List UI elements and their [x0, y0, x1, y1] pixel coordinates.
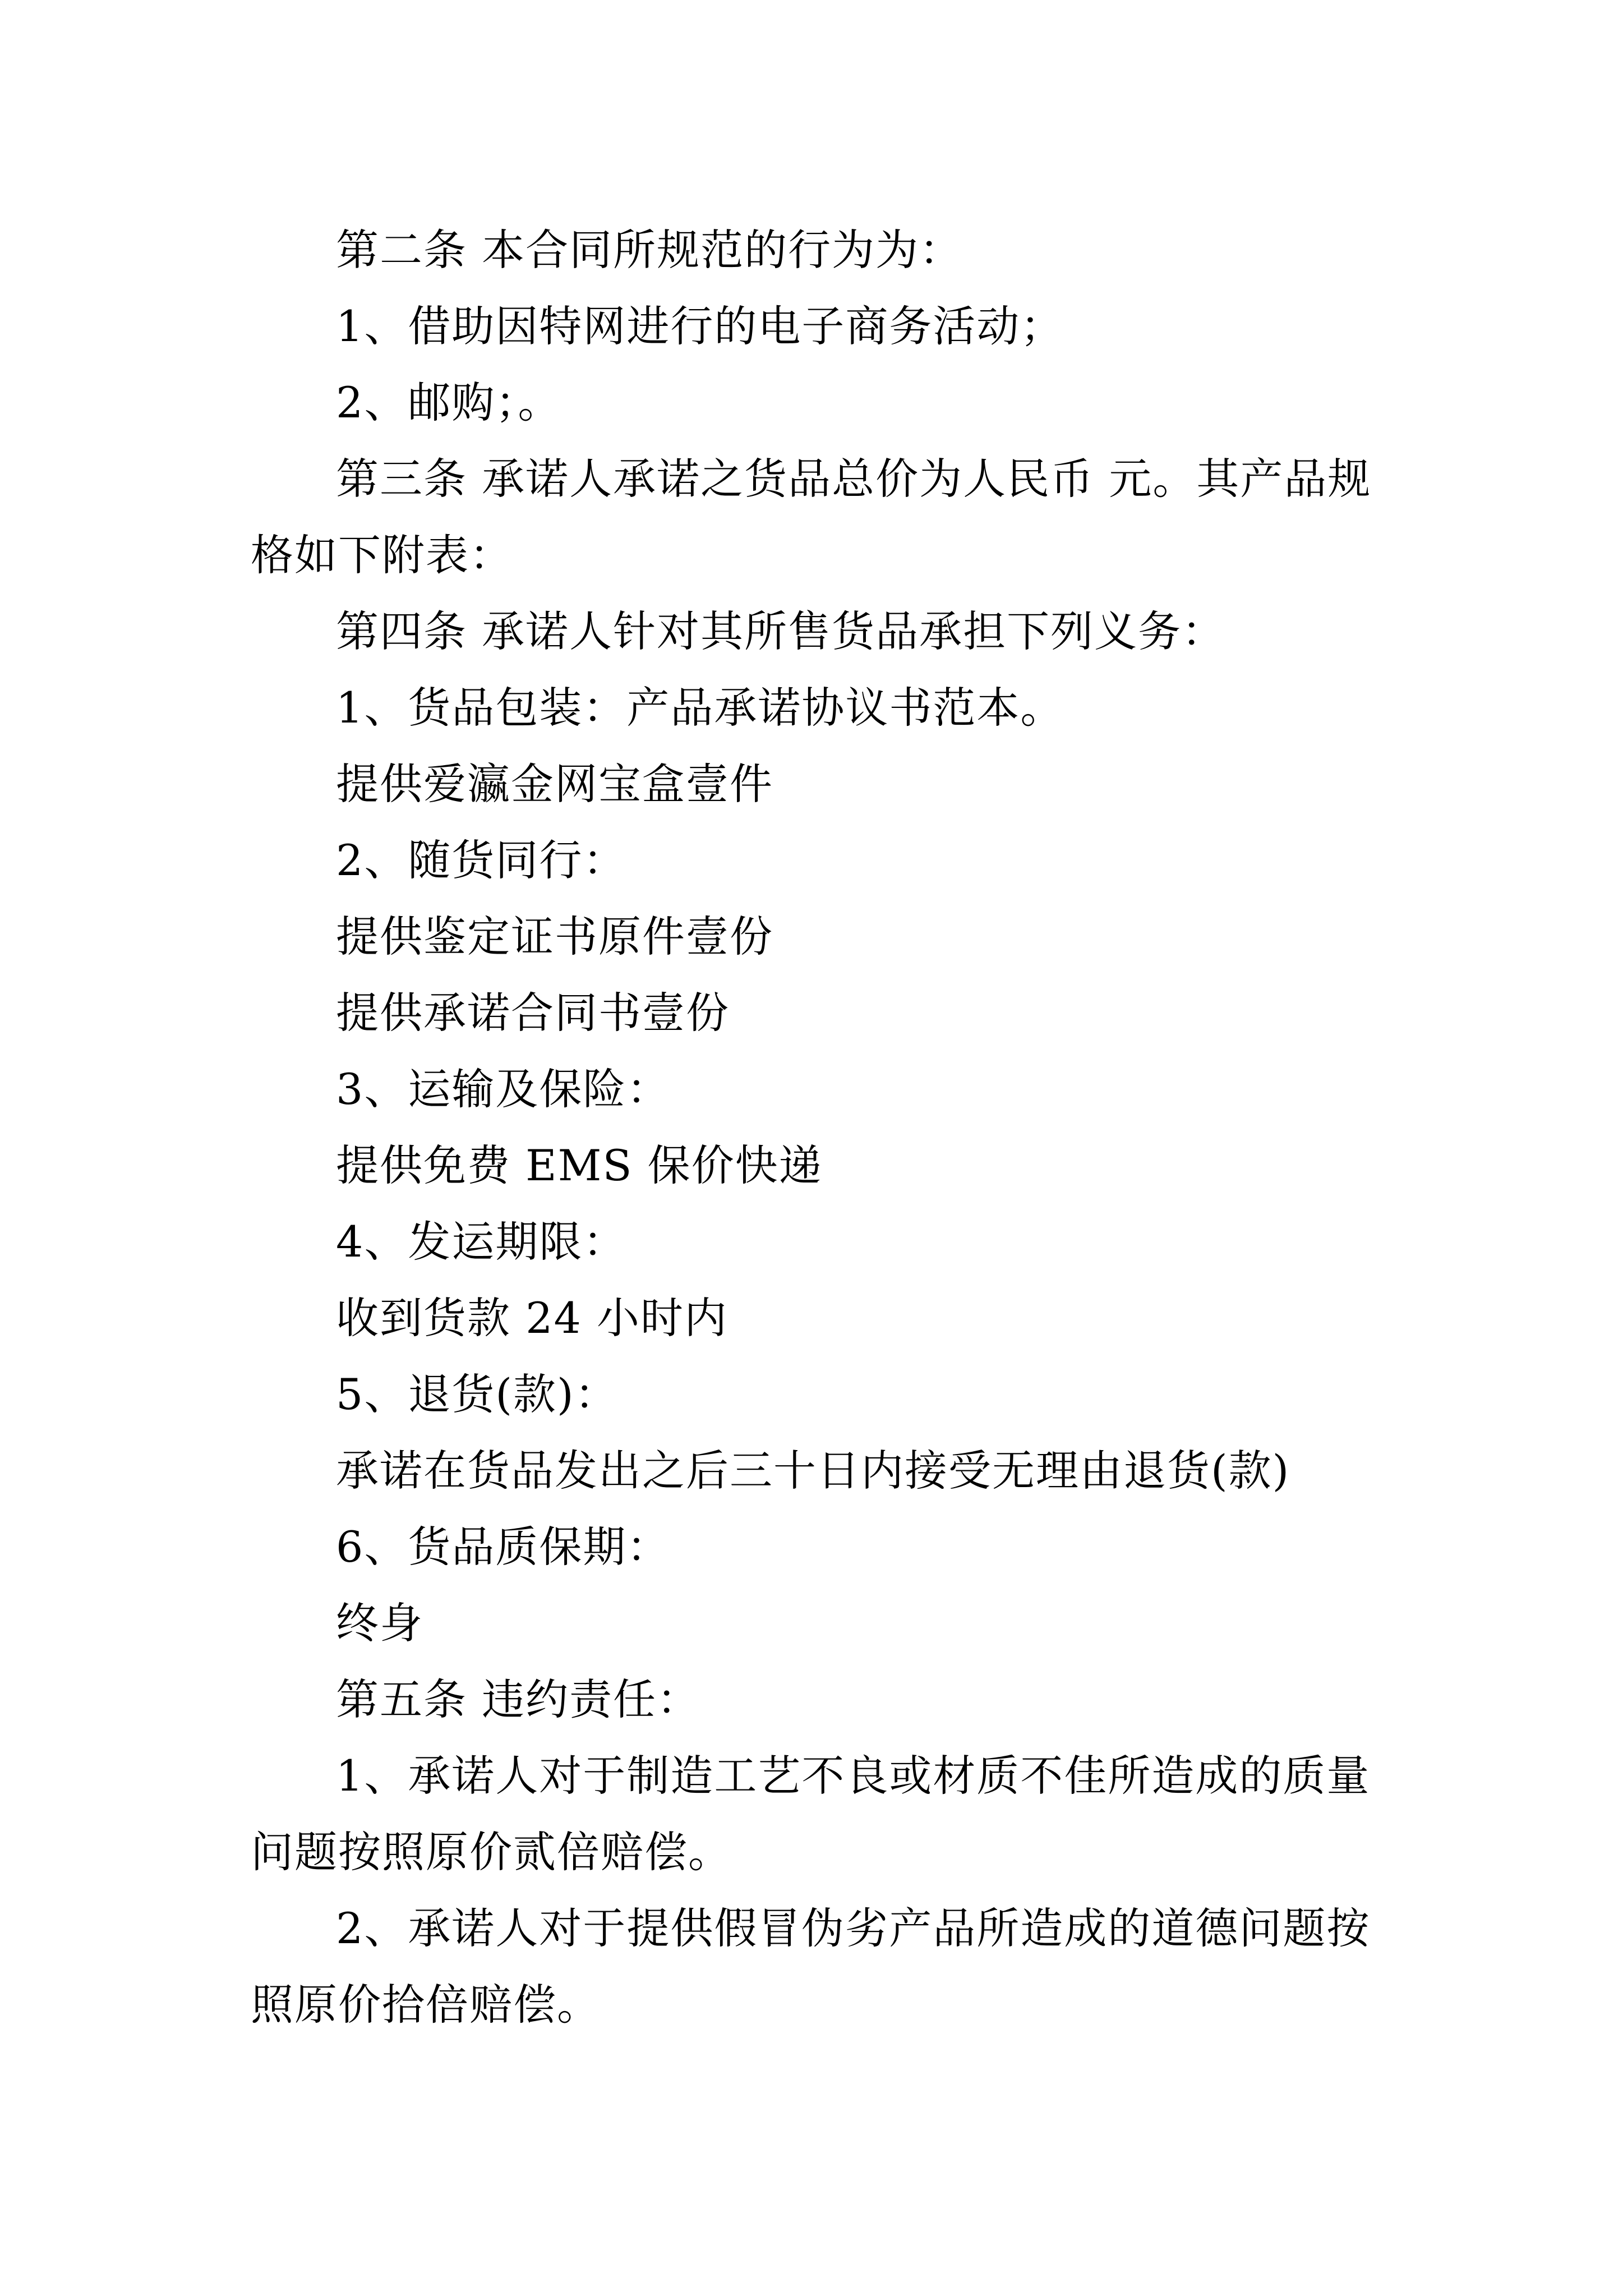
article-5-heading: 第五条 违约责任： [336, 1674, 701, 1724]
article-4-item-2-detail-b: 提供承诺合同书壹份 [336, 988, 730, 1038]
article-2-heading: 第二条 本合同所规范的行为为： [336, 225, 963, 275]
article-4-item-4: 4、发运期限： [336, 1217, 627, 1267]
article-2-item-2: 2、邮购；。 [336, 378, 562, 427]
article-3-paragraph: 第三条 承诺人承诺之货品总价为人民币 元。其产品规格如下附表： [251, 454, 1372, 580]
document-body [251, 212, 1393, 2043]
article-4-item-5: 5、退货(款)： [336, 1369, 619, 1419]
article-4-item-2: 2、随货同行： [336, 835, 627, 885]
article-4-item-6-detail: 终身 [336, 1598, 423, 1648]
article-4-item-1-detail: 提供爱瀛金网宝盒壹件 [336, 759, 773, 809]
article-4-item-6: 6、货品质保期： [336, 1522, 671, 1572]
article-4-item-5-detail: 承诺在货品发出之后三十日内接受无理由退货(款) [336, 1446, 1290, 1496]
article-4-item-2-detail-a: 提供鉴定证书原件壹份 [336, 912, 773, 961]
article-2-item-1: 1、借助因特网进行的电子商务活动； [336, 301, 1064, 351]
article-4-item-3: 3、运输及保险： [336, 1064, 671, 1114]
article-5-item-2: 2、承诺人对于提供假冒伪劣产品所造成的道德问题按照原价拾倍赔偿。 [251, 1903, 1371, 2030]
article-5-item-1: 1、承诺人对于制造工艺不良或材质不佳所造成的质量问题按照原价贰倍赔偿。 [251, 1751, 1371, 1877]
article-4-heading: 第四条 承诺人针对其所售货品承担下列义务： [336, 606, 1226, 656]
article-4-item-1: 1、货品包装：产品承诺协议书范本。 [336, 683, 1064, 733]
article-4-item-4-detail: 收到货款 24 小时内 [336, 1293, 728, 1343]
article-4-item-3-detail: 提供免费 EMS 保价快递 [336, 1140, 823, 1190]
